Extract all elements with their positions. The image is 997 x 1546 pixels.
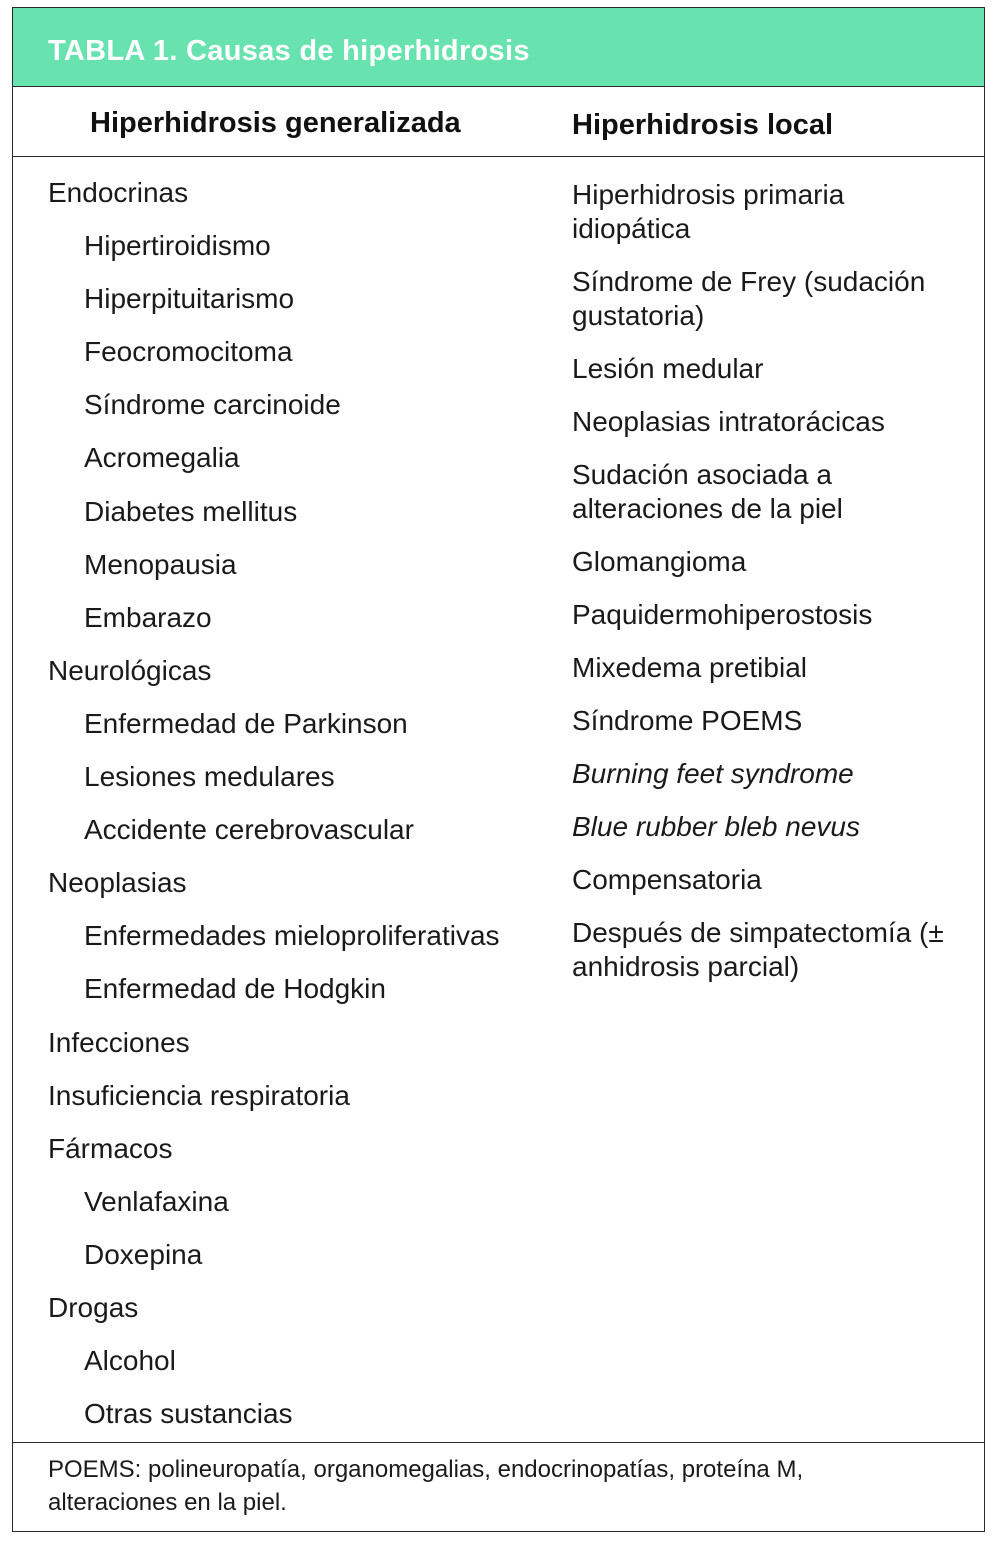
local-cause-item: Blue rubber bleb nevus bbox=[572, 811, 860, 842]
causes-table bbox=[12, 7, 985, 1532]
subcategory-item: Feocromocitoma bbox=[84, 336, 293, 368]
subcategory-item: Embarazo bbox=[84, 601, 212, 633]
subcategory-item: Acromegalia bbox=[84, 442, 240, 474]
local-cause-item: Después de simpatectomía (± anhidrosis parcial) bbox=[572, 917, 944, 982]
subcategory-item: Accidente cerebrovascular bbox=[84, 814, 414, 846]
column-header-row bbox=[13, 87, 984, 157]
column-header-local: Hiperhidrosis local bbox=[572, 109, 834, 141]
category-item: Fármacos bbox=[48, 1132, 173, 1164]
subcategory-item: Alcohol bbox=[84, 1345, 176, 1377]
local-cause-item: Mixedema pretibial bbox=[572, 652, 807, 683]
subcategory-item: Enfermedad de Parkinson bbox=[84, 707, 408, 739]
subcategory-item: Doxepina bbox=[84, 1238, 203, 1270]
generalizada-list bbox=[48, 157, 500, 1450]
table-title: TABLA 1. Causas de hiperhidrosis bbox=[48, 35, 530, 67]
local-cause-item: Síndrome de Frey (sudación gustatoria) bbox=[572, 266, 926, 331]
subcategory-item: Venlafaxina bbox=[84, 1185, 229, 1217]
local-cause-item: Neoplasias intratorácicas bbox=[572, 406, 885, 437]
subcategory-item: Menopausia bbox=[84, 548, 237, 580]
category-item: Infecciones bbox=[48, 1026, 190, 1058]
local-list bbox=[572, 157, 952, 1003]
subcategory-item: Enfermedad de Hodgkin bbox=[84, 973, 386, 1005]
subcategory-item: Otras sustancias bbox=[84, 1398, 293, 1430]
local-cause-item: Compensatoria bbox=[572, 864, 762, 895]
local-cause-item: Hiperhidrosis primaria idiopática bbox=[572, 179, 845, 244]
table-footnote-area bbox=[13, 1442, 984, 1531]
category-item: Insuficiencia respiratoria bbox=[48, 1079, 350, 1111]
local-cause-item: Sudación asociada a alteraciones de la piel bbox=[572, 459, 843, 524]
column-header-generalizada: Hiperhidrosis generalizada bbox=[90, 107, 461, 139]
category-item: Neoplasias bbox=[48, 867, 187, 899]
local-cause-item: Burning feet syndrome bbox=[572, 758, 854, 789]
subcategory-item: Hiperpituitarismo bbox=[84, 283, 295, 315]
category-item: Neurológicas bbox=[48, 654, 212, 686]
subcategory-item: Enfermedades mieloproliferativas bbox=[84, 920, 500, 952]
subcategory-item: Diabetes mellitus bbox=[84, 495, 298, 527]
local-cause-item: Síndrome POEMS bbox=[572, 705, 803, 736]
category-item: Endocrinas bbox=[48, 177, 189, 208]
category-item: Drogas bbox=[48, 1291, 139, 1323]
subcategory-item: Lesiones medulares bbox=[84, 761, 335, 793]
table-title-bar bbox=[13, 8, 984, 87]
subcategory-item: Hipertiroidismo bbox=[84, 230, 271, 262]
local-cause-item: Paquidermohiperostosis bbox=[572, 599, 873, 630]
table-footnote: POEMS: polineuropatía, organomegalias, endocrinopatías, proteína M, alteraciones en la piel. bbox=[48, 1456, 804, 1516]
local-cause-item: Lesión medular bbox=[572, 353, 764, 384]
local-cause-item: Glomangioma bbox=[572, 546, 747, 577]
subcategory-item: Síndrome carcinoide bbox=[84, 389, 341, 421]
